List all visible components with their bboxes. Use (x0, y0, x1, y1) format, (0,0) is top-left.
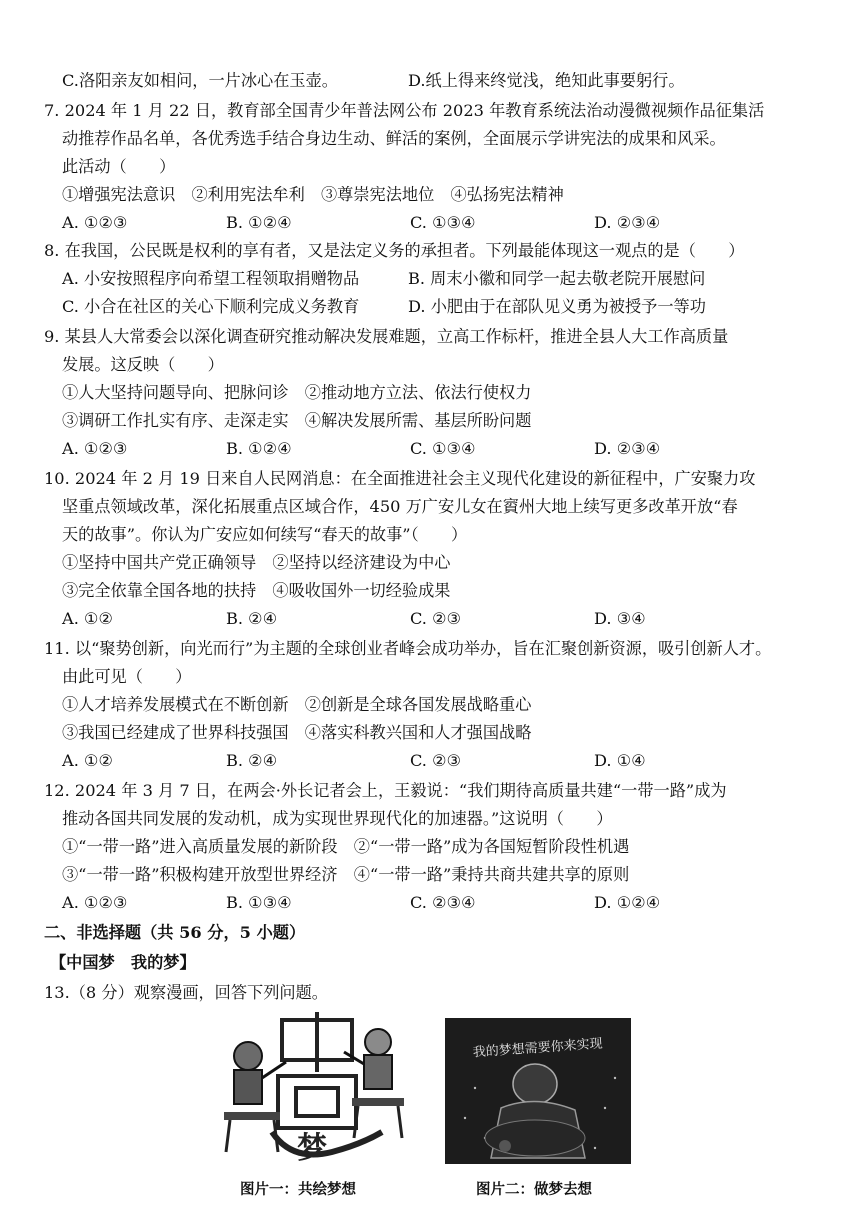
q7-stem-line2: 动推荐作品名单，各优秀选手结合身边生动、鲜活的案例，全面展示学讲宪法的成果和风采。 (62, 129, 726, 148)
q9-items-line1: ①人大坚持问题导向、把脉问诊 ②推动地方立法、依法行使权力 (62, 383, 532, 402)
q10-stem-line2: 坚重点领域改革，深化拓展重点区域合作，450 万广安儿女在賨州大地上续写更多改革开放“春 (62, 497, 738, 516)
q10-option-b: B. ②④ (226, 609, 278, 628)
q8-option-b: B. 周末小徽和同学一起去敬老院开展慰问 (408, 269, 706, 288)
section-2-theme: 【中国梦 我的梦】 (50, 953, 196, 972)
cartoon-dreaming-image (445, 1018, 631, 1164)
q11-stem-line2: 由此可见（ ） (62, 667, 192, 686)
cartoon-painting-dream-image (212, 1012, 408, 1168)
q9-option-c: C. ①③④ (410, 439, 476, 458)
q9-option-a: A. ①②③ (62, 439, 128, 458)
figure-2-caption: 图片二：做梦去想 (476, 1181, 592, 1198)
q12-items-line1: ①“一带一路”进入高质量发展的新阶段 ②“一带一路”成为各国短暂阶段性机遇 (62, 837, 630, 856)
q8-option-a: A. 小安按照程序向希望工程领取捐赠物品 (62, 269, 360, 288)
q11-option-c: C. ②③ (410, 751, 462, 770)
q12-stem-line1: 12. 2024 年 3 月 7 日，在两会·外长记者会上，王毅说：“我们期待高质量共建“一带一路”成为 (44, 781, 727, 800)
q11-items-line1: ①人才培养发展模式在不断创新 ②创新是全球各国发展战略重心 (62, 695, 532, 714)
section-2-title: 二、非选择题（共 56 分，5 小题） (44, 923, 306, 942)
q11-option-b: B. ②④ (226, 751, 278, 770)
q12-option-a: A. ①②③ (62, 893, 128, 912)
q7-option-a: A. ①②③ (62, 213, 128, 232)
q12-items-line2: ③“一带一路”积极构建开放型世界经济 ④“一带一路”秉持共商共建共享的原则 (62, 865, 630, 884)
q8-stem: 8. 在我国，公民既是权利的享有者，又是法定义务的承担者。下列最能体现这一观点的是（ ） (44, 241, 745, 260)
q11-items-line2: ③我国已经建成了世界科技强国 ④落实科教兴国和人才强国战略 (62, 723, 532, 742)
q6-option-d: D.纸上得来终觉浅，绝知此事要躬行。 (408, 71, 685, 90)
q7-stem-line3: 此活动（ ） (62, 157, 176, 176)
q10-option-c: C. ②③ (410, 609, 462, 628)
figure-1-caption: 图片一：共绘梦想 (240, 1181, 356, 1198)
q7-option-d: D. ②③④ (594, 213, 661, 232)
q10-stem-line1: 10. 2024 年 2 月 19 日来自人民网消息：在全面推进社会主义现代化建设的新征程中，广安聚力攻 (44, 469, 756, 488)
q7-option-b: B. ①②④ (226, 213, 292, 232)
q7-items: ①增强宪法意识 ②利用宪法牟利 ③尊崇宪法地位 ④弘扬宪法精神 (62, 185, 564, 204)
cartoon-dream-caption-text: 我的梦想需要你来实现 (472, 1036, 604, 1061)
q12-stem-line2: 推动各国共同发展的发动机，成为实现世界现代化的加速器。”这说明（ ） (62, 809, 613, 828)
q12-option-b: B. ①③④ (226, 893, 292, 912)
q11-option-d: D. ①④ (594, 751, 646, 770)
q12-option-d: D. ①②④ (594, 893, 661, 912)
q10-option-a: A. ①② (62, 609, 114, 628)
q10-items-line2: ③完全依靠全国各地的扶持 ④吸收国外一切经验成果 (62, 581, 451, 600)
q10-items-line1: ①坚持中国共产党正确领导 ②坚持以经济建设为中心 (62, 553, 451, 572)
q8-option-c: C. 小合在社区的关心下顺利完成义务教育 (62, 297, 360, 316)
q9-option-d: D. ②③④ (594, 439, 661, 458)
q9-option-b: B. ①②④ (226, 439, 292, 458)
q10-stem-line3: 天的故事”。你认为广安应如何续写“春天的故事”（ ） (62, 525, 468, 544)
q11-option-a: A. ①② (62, 751, 114, 770)
q9-stem-line1: 9. 某县人大常委会以深化调查研究推动解决发展难题，立高工作标杆，推进全县人大工作高质量 (44, 327, 729, 346)
svg-text:梦: 梦 (297, 1131, 327, 1166)
q11-stem-line1: 11. 以“聚势创新，向光而行”为主题的全球创业者峰会成功举办，旨在汇聚创新资源，吸引创新人才。 (44, 639, 772, 658)
q7-stem-line1: 7. 2024 年 1 月 22 日，教育部全国青少年普法网公布 2023 年教育系统法治动漫微视频作品征集活 (44, 101, 765, 120)
q8-option-d: D. 小肥由于在部队见义勇为被授予一等功 (408, 297, 706, 316)
q10-option-d: D. ③④ (594, 609, 646, 628)
q12-option-c: C. ②③④ (410, 893, 476, 912)
q9-items-line2: ③调研工作扎实有序、走深走实 ④解决发展所需、基层所盼问题 (62, 411, 532, 430)
q9-stem-line2: 发展。这反映（ ） (62, 355, 224, 374)
q13-stem: 13.（8 分）观察漫画，回答下列问题。 (44, 983, 328, 1002)
q6-option-c: C.洛阳亲友如相问，一片冰心在玉壶。 (62, 71, 338, 90)
q7-option-c: C. ①③④ (410, 213, 476, 232)
